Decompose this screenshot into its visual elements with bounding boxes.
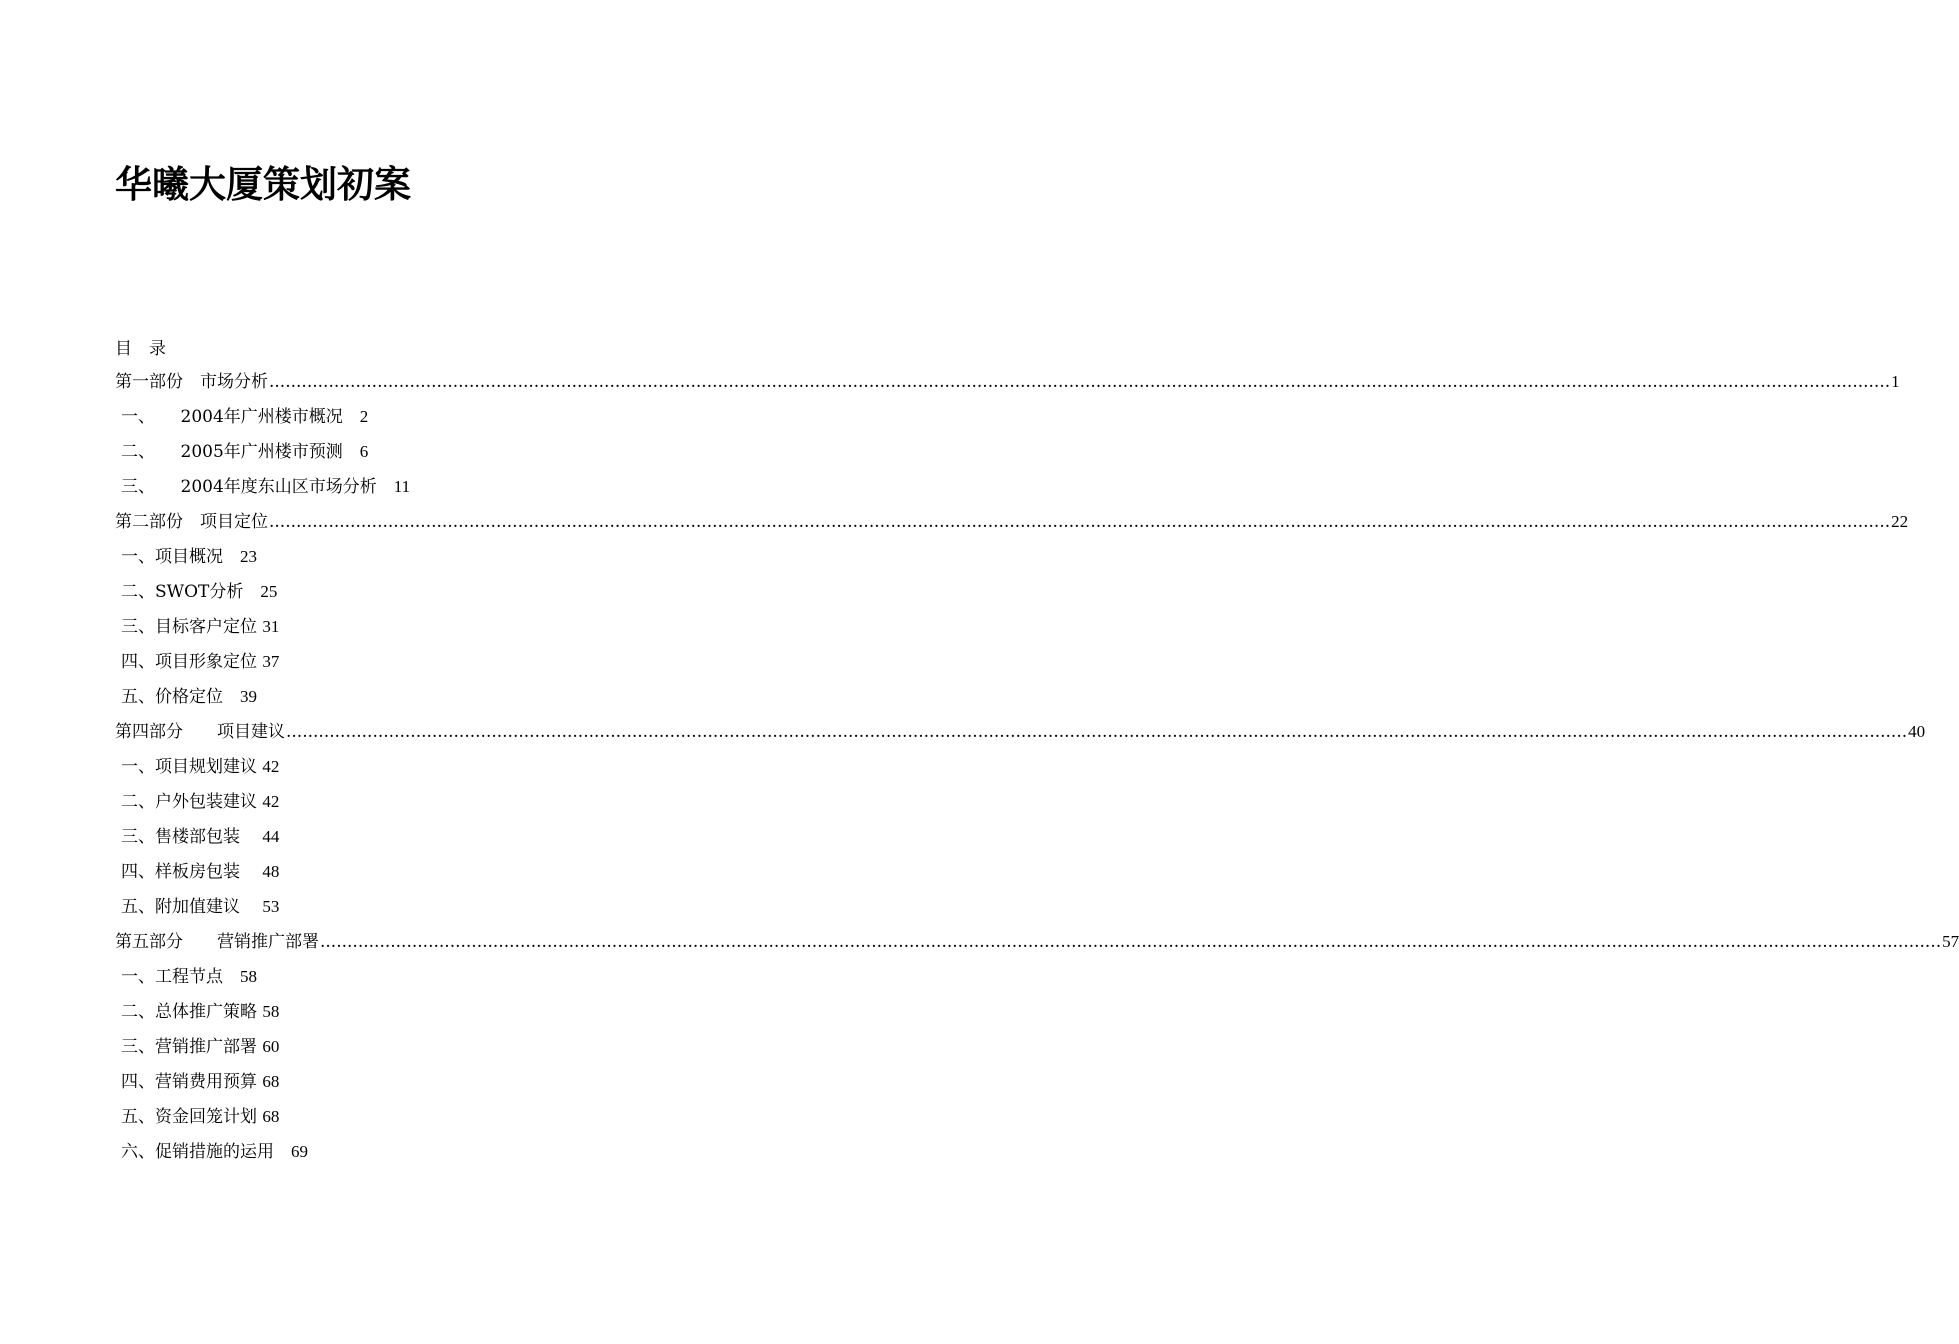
toc-dot-leader: ............................................................................................................................................................................................................................................................................................................	[286, 722, 1908, 742]
toc-page-number: 22	[1891, 512, 1909, 531]
toc-entry-label: 二、SWOT分析	[121, 582, 261, 602]
toc-page-number: 2	[359, 407, 369, 426]
toc-entry-label: 第二部份 项目定位	[115, 512, 268, 532]
toc-section-entry[interactable]	[115, 650, 837, 685]
toc-page-number: 58	[262, 1002, 280, 1021]
toc-entry-label: 第四部分 项目建议	[115, 722, 285, 742]
toc-page-number: 39	[240, 687, 257, 706]
toc-section-entry[interactable]	[115, 615, 837, 650]
toc-section-entry[interactable]	[115, 860, 837, 895]
toc-page-number: 57	[1942, 932, 1959, 951]
toc-part-entry[interactable]	[115, 370, 1900, 405]
toc-entry-label: 第五部分 营销推广部署	[115, 932, 319, 952]
toc-dot-leader: ............................................................................................................................................................................................................................................................................................................	[320, 932, 1942, 952]
toc-entry-label: 四、样板房包装	[121, 862, 263, 882]
toc-entry-label: 一、项目规划建议	[121, 757, 263, 777]
toc-entry-label: 一、项目概况	[121, 547, 240, 567]
toc-section-entry[interactable]	[115, 1035, 837, 1070]
toc-page-number: 25	[260, 582, 278, 601]
toc-entry-label: 五、资金回笼计划	[121, 1107, 263, 1127]
toc-heading: 目 录	[115, 339, 166, 359]
toc-section-entry[interactable]	[115, 1140, 837, 1175]
toc-page-number: 48	[262, 862, 280, 881]
toc-section-entry[interactable]	[115, 440, 837, 475]
toc-page-number: 53	[262, 897, 280, 916]
toc-part-entry[interactable]	[115, 930, 1959, 965]
table-of-contents	[115, 370, 1959, 1175]
toc-page-number: 44	[262, 827, 280, 846]
toc-dot-leader: ............................................................................................................................................................................................................................................................................................................	[269, 512, 1891, 532]
toc-entry-label: 四、营销费用预算	[121, 1072, 263, 1092]
toc-entry-label: 一、工程节点	[121, 967, 240, 987]
toc-section-entry[interactable]	[115, 825, 837, 860]
toc-page-number: 1	[1891, 372, 1900, 391]
toc-page-number: 23	[240, 547, 257, 566]
toc-section-entry[interactable]	[115, 405, 837, 440]
toc-page-number: 58	[240, 967, 257, 986]
toc-page-number: 68	[262, 1072, 280, 1091]
toc-section-entry[interactable]	[115, 1070, 837, 1105]
toc-section-entry[interactable]	[115, 755, 837, 790]
toc-entry-label: 五、价格定位	[121, 687, 240, 707]
toc-entry-label: 四、项目形象定位	[121, 652, 263, 672]
toc-section-entry[interactable]	[115, 895, 837, 930]
toc-entry-label: 二、总体推广策略	[121, 1002, 263, 1022]
toc-page-number: 37	[262, 652, 280, 671]
toc-section-entry[interactable]	[115, 475, 837, 510]
toc-page-number: 11	[393, 477, 411, 496]
toc-entry-label: 三、 2004年度东山区市场分析	[121, 477, 394, 497]
toc-entry-label: 五、附加值建议	[121, 897, 263, 917]
toc-page-number: 31	[262, 617, 280, 636]
toc-page-number: 40	[1908, 722, 1926, 741]
toc-page-number: 60	[262, 1037, 280, 1056]
toc-entry-label: 六、促销措施的运用	[121, 1142, 291, 1162]
toc-section-entry[interactable]	[115, 965, 837, 1000]
toc-entry-label: 一、 2004年广州楼市概况	[121, 407, 360, 427]
toc-entry-label: 二、 2005年广州楼市预测	[121, 442, 360, 462]
toc-section-entry[interactable]	[115, 1000, 837, 1035]
toc-entry-label: 二、户外包装建议	[121, 792, 263, 812]
toc-section-entry[interactable]	[115, 790, 837, 825]
toc-section-entry[interactable]	[115, 685, 837, 720]
toc-entry-label: 三、售楼部包装	[121, 827, 263, 847]
toc-entry-label: 三、目标客户定位	[121, 617, 263, 637]
toc-entry-label: 第一部份 市场分析	[115, 372, 268, 392]
document-title: 华曦大厦策划初案	[115, 163, 411, 206]
toc-page-number: 42	[262, 757, 280, 776]
toc-page-number: 42	[262, 792, 280, 811]
toc-dot-leader: ............................................................................................................................................................................................................................................................................................................	[269, 372, 1891, 392]
toc-section-entry[interactable]	[115, 545, 837, 580]
toc-page-number: 69	[291, 1142, 308, 1161]
toc-page-number: 6	[359, 442, 369, 461]
toc-section-entry[interactable]	[115, 1105, 837, 1140]
toc-part-entry[interactable]	[115, 720, 1926, 755]
toc-section-entry[interactable]	[115, 580, 837, 615]
toc-entry-label: 三、营销推广部署	[121, 1037, 263, 1057]
toc-part-entry[interactable]	[115, 510, 1909, 545]
toc-page-number: 68	[262, 1107, 280, 1126]
